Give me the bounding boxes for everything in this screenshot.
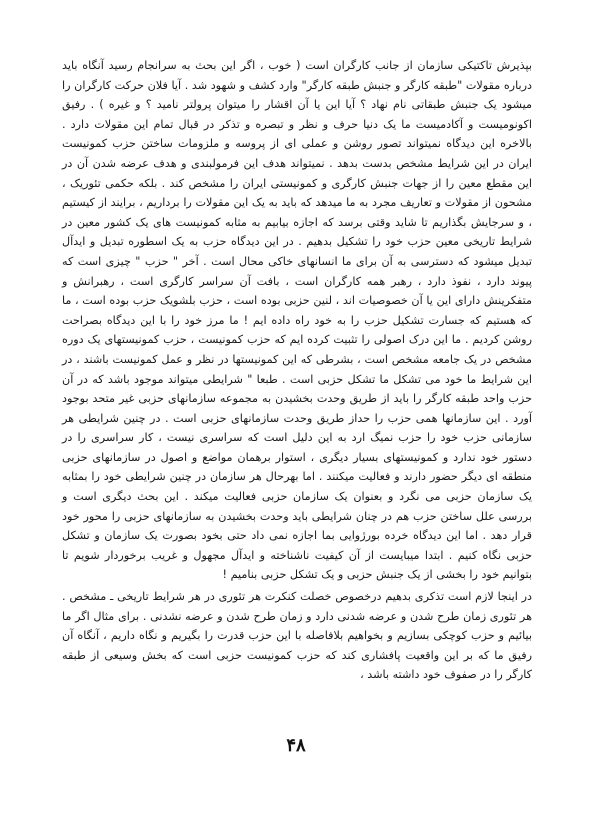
body-text — [62, 56, 532, 685]
page-number: ۴۸ — [286, 735, 306, 756]
paragraph-1: بپذیرش تاکتیکی سازمان از جانب کارگران است ( خوب ، اگر این بحث به سرانجام رسید آنگاه باید درباره مقولات "طبقه کارگر و جنبش طبقه کارگر" وارد کشف و شهود شد . آیا فلان حرکت کارگران را میشود یک جنبش طبقاتی نام نهاد ؟ آیا این یا آن اقشار را میتوان پرولتر نامید ؟ و غیره ) . رفیق اکونومیست و آکادمیست ما یک دنیا حرف و نظر و تبصره و تذکر در قبال تمام این مقولات دارد . بالاخره این دیدگاه نمیتواند تصور روشن و عملی ای از پروسه و ملزومات ساختن حزب کمونیست ایران در این شرایط مشخص بدست بدهد . نمیتواند هدف این فرمولبندی و هدف عرضه شدن آن در این مقطع معین را از جهات جنبش کارگری و کمونیستی ایران را مشخص کند . بلکه حکمی تئوریک ، مشحون از مقولات و تعاریف مجرد به ما میدهد که باید به یک این مقولات را برداریم ، برایند از کیستیم ، و سرجایش بگذاریم تا شاید وقتی برسد که اجازه بیابیم به مثابه کمونیست های یک کشور معین در شرایط تاریخی معین حزب خود را تشکیل بدهیم . در این دیدگاه حزب به یک اسطوره تبدیل و ایدآل تبدیل میشود که دسترسی به آن برای ما انسانهای خاکی محال است . آخر " حزب " چیزی است که پیوند دارد ، نفوذ دارد ، رهبر همه کارگران است ، بافت آن سراسر کارگری است ، رهبرانش و متفکرینش دارای این یا آن خصوصیات اند ، لنین حزبی بوده است ، حزب بلشویک حزب بوده است ، ما که هستیم که جسارت تشکیل حزب را به خود راه داده ایم ! ما مرز خود را با این دیدگاه بصراحت روشن کردیم . ما این درک اصولی را تثبیت کرده ایم که حزب کمونیست ، حزب کمونیستهای یک دوره مشخص در یک جامعه مشخص است ، بشرطی که این کمونیستها در نظر و عمل کمونیست باشند ، در این شرایط ما خود می تشکل ما تشکل حزبی است . طبعا " شرایطی میتواند موجود باشد که در آن حزب واحد طبقه کارگر را باید از طریق وحدت بخشیدن به مجموعه سازمانهای حزبی غیر متحد بوجود آورد . این سازمانها همی حزب را حداز طریق وحدت سازمانهای حزبی است . در چنین شرایطی هر سازمانی حزب خود را حزب نمیگ ارد به این دلیل است که سراسری نیست ، کار سراسری را در دستور خود ندارد و کمونیستهای بسیار دیگری ، استوار برهمان مواضع و اصول در سازمانهای حزبی منطقه ای دیگر حضور دارند و فعالیت میکنند . اما بهرحال هر سازمان در چنین شرایطی خود را بمثابه یک سازمان حزبی می نگرد و بعنوان یک سازمان حزبی فعالیت میکند . این بحث دیگری است و بررسی علل ساختن حزب هم در چنان شرایطی باید وحدت بخشیدن به سازمانهای حزبی را محور خود قرار دهد . اما این دیدگاه خرده بورژوایی بما اجازه نمی داد حتی بخود بصورت یک سازمان و تشکل حزبی نگاه کنیم . ابتدا میبایست از آن کیفیت ناشناخته و ایدآل مجهول و غریب برخوردار شویم تا بتوانیم خود را بخشی از یک جنبش حزبی و یک تشکل حزبی بنامیم ! — [62, 59, 532, 582]
paragraph-2: در اینجا لازم است تذکری بدهیم درخصوص خصلت کنکرت هر تئوری در هر شرایط تاریخی ـ مشخص . هر تئوری زمان طرح شدن و عرضه شدنی دارد و زمان طرح شدن و عرضه نشدنی . برای مثال اگر ما بیائیم و حزب کوچکی بسازیم و بخواهیم بلافاصله با این حزب قدرت را بگیریم و نگاه داریم ، آنگاه آن رفیق ما که بر این واقعیت پافشاری کند که حزب کمونیست حزبی است که بخش وسیعی از طبقه کارگر را در صفوف خود داشته باشد ، — [62, 590, 532, 682]
